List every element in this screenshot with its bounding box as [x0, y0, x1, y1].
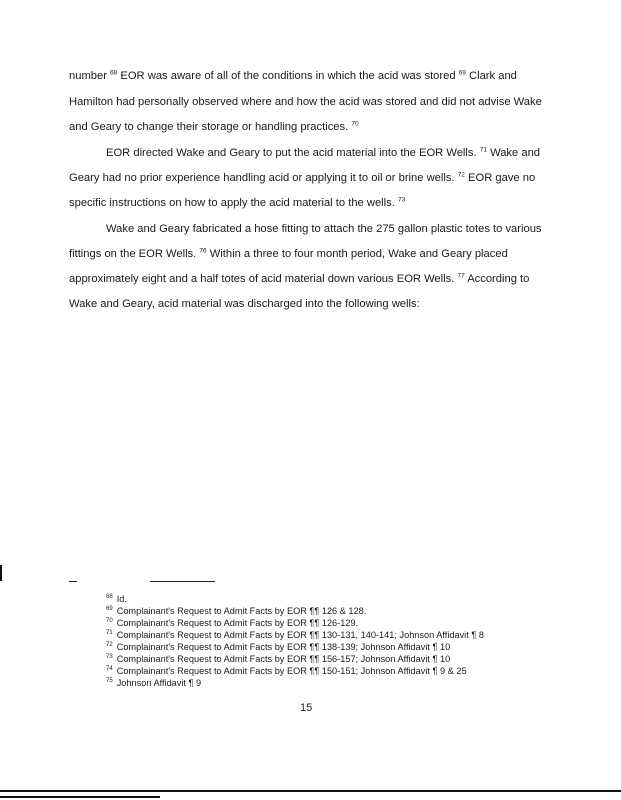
footnote-number: 73: [106, 653, 113, 660]
text-span: Geary had no prior experience handling acid or applying it to oil or brine wells.: [69, 172, 455, 184]
footnote-text: Complainant's Request to Admit Facts by EOR ¶¶ 150-151; Johnson Affidavit ¶ 9 & 25: [116, 666, 467, 676]
body-line-8: [69, 247, 549, 261]
footnote: [106, 654, 450, 665]
footnote-ref: 76: [199, 247, 207, 255]
text-span: Hamilton had personally observed where and how the acid was stored and did not advise Wake: [69, 96, 542, 108]
text-span: Wake and Geary, acid material was discharged into the following wells:: [69, 298, 420, 310]
footnote-text: Johnson Affidavit ¶ 9: [116, 678, 202, 688]
footnote-ref: 77: [457, 272, 465, 280]
footnote: [106, 606, 366, 617]
body-line-6: [69, 196, 549, 210]
footnote-text: Complainant's Request to Admit Facts by EOR ¶¶ 156-157; Johnson Affidavit ¶ 10: [116, 654, 451, 664]
footnote: [106, 630, 484, 641]
text-span: EOR gave no: [468, 172, 536, 184]
text-span: specific instructions on how to apply the acid material to the wells.: [69, 197, 395, 209]
footnote-number: 71: [106, 629, 113, 636]
body-line-7: [106, 222, 546, 236]
footnote-text: Complainant's Request to Admit Facts by EOR ¶¶ 130-131, 140-141; Johnson Affidavit ¶ 8: [116, 630, 484, 640]
footnote-text: Complainant's Request to Admit Facts by EOR ¶¶ 126 & 128.: [116, 606, 367, 616]
text-span: According to: [467, 273, 530, 285]
footnote: [106, 678, 201, 689]
footnote: [106, 618, 358, 629]
body-line-1: [69, 69, 549, 83]
footnote: [106, 642, 450, 653]
footnote-ref: 70: [351, 120, 359, 128]
body-line-3: [69, 120, 549, 134]
text-span: Wake and Geary fabricated a hose fitting to attach the 275 gallon plastic totes to various: [106, 223, 542, 235]
text-span: approximately eight and a half totes of acid material down various EOR Wells.: [69, 273, 455, 285]
text-span: number: [69, 70, 107, 82]
footnote-text: Complainant's Request to Admit Facts by EOR ¶¶ 138-139; Johnson Affidavit ¶ 10: [116, 642, 451, 652]
text-span: EOR was aware of all of the conditions in which the acid was stored: [120, 70, 456, 82]
text-span: fittings on the EOR Wells.: [69, 248, 197, 260]
footnote-ref: 71: [479, 146, 487, 154]
body-line-10: [69, 297, 549, 311]
text-span: Wake and: [490, 147, 541, 159]
footnote-ref: 72: [457, 171, 465, 179]
footnote-number: 75: [106, 677, 113, 684]
scan-edge-mark: [0, 565, 2, 581]
footnote-number: 74: [106, 665, 113, 672]
footnote-ref: 69: [458, 69, 466, 77]
footnote: [106, 594, 127, 605]
footnote-ref: 73: [397, 196, 406, 204]
footnote-number: 69: [106, 605, 113, 612]
footnote-text: Id.: [116, 594, 127, 604]
body-line-9: [69, 272, 549, 286]
footnote: [106, 666, 467, 677]
body-line-4: [106, 146, 546, 160]
footnote-ref: 68: [110, 69, 118, 77]
footnote-number: 70: [106, 617, 113, 624]
text-span: Clark and: [469, 70, 517, 82]
body-line-5: [69, 171, 549, 185]
footnote-number: 72: [106, 641, 113, 648]
footnote-separator-short: [69, 581, 77, 582]
scan-edge-mark: [0, 796, 160, 798]
body-line-2: [69, 95, 549, 109]
footnote-number: 68: [106, 593, 113, 600]
text-span: Within a three to four month period, Wake and Geary placed: [209, 248, 508, 260]
text-span: EOR directed Wake and Geary to put the acid material into the EOR Wells.: [106, 147, 477, 159]
page-number: 15: [300, 702, 313, 714]
text-span: and Geary to change their storage or handling practices.: [69, 121, 349, 133]
scan-edge-mark: [0, 790, 621, 792]
footnote-separator: [150, 581, 215, 582]
footnote-text: Complainant's Request to Admit Facts by EOR ¶¶ 126-129.: [116, 618, 359, 628]
